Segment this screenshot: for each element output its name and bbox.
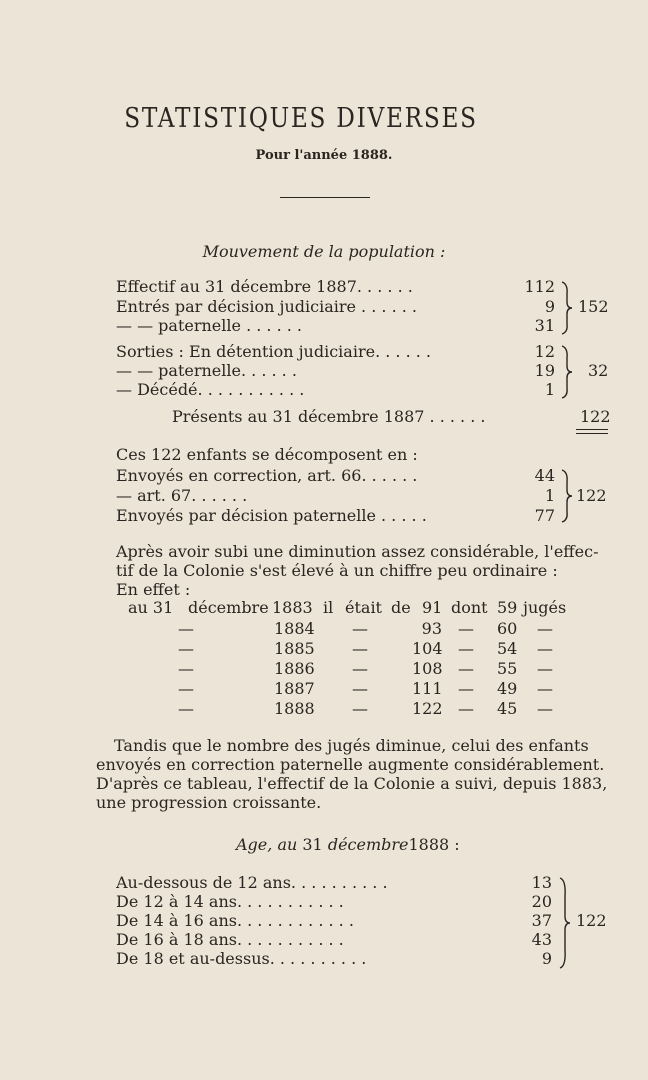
evolution-year: 1884 [274, 619, 315, 638]
decomposition-total: 122 [576, 486, 607, 505]
page-subtitle: Pour l'année 1888. [255, 148, 393, 163]
mouvement-heading: Mouvement de la population : [202, 242, 446, 261]
evolution-year: 1885 [274, 639, 315, 658]
evolution-cell: 59 [497, 598, 518, 617]
decomposition-entry-label: — art. 67. . . . . . [116, 486, 248, 505]
decomposition-entry-value: 44 [534, 466, 555, 485]
age-entry-label: De 12 à 14 ans. . . . . . . . . . . [116, 892, 344, 911]
evolution-row [0, 679, 648, 699]
evolution-dash: — [352, 659, 368, 678]
evolution-dash: — [458, 619, 474, 638]
brace-icon [560, 280, 574, 336]
evolution-dash: — [537, 659, 553, 678]
decomposition-intro: Ces 122 enfants se décomposent en : [116, 445, 418, 464]
evolution-dash: — [178, 619, 194, 638]
age-entry-label: De 16 à 18 ans. . . . . . . . . . . [116, 930, 344, 949]
mouvement-entry-label: Effectif au 31 décembre 1887. . . . . . [116, 277, 413, 296]
evolution-juges: 60 [497, 619, 518, 638]
evolution-dash: — [352, 619, 368, 638]
age-entry-value: 20 [531, 892, 552, 911]
sorties-entry-label: Sorties : En détention judiciaire. . . . . . [116, 342, 432, 361]
paragraph-line: D'après ce tableau, l'effectif de la Colonie a suivi, depuis 1883, [96, 774, 608, 793]
evolution-dash: — [537, 639, 553, 658]
evolution-dash: — [458, 659, 474, 678]
age-heading-part: décembre [327, 835, 409, 854]
evolution-total: 104 [412, 639, 443, 658]
evolution-dash: — [458, 639, 474, 658]
evolution-dash: — [458, 679, 474, 698]
title-divider [280, 197, 370, 198]
evolution-year: 1886 [274, 659, 315, 678]
decomposition-entry-label: Envoyés par décision paternelle . . . . . [116, 506, 427, 525]
evolution-total: 111 [412, 679, 443, 698]
evolution-cell: 1883 [272, 598, 313, 617]
evolution-juges: 54 [497, 639, 518, 658]
evolution-juges: 55 [497, 659, 518, 678]
age-entry-value: 37 [531, 911, 552, 930]
brace-icon [558, 876, 572, 970]
evolution-cell: il [323, 598, 334, 617]
age-heading-part: 1888 : [408, 835, 460, 854]
age-entry-value: 9 [541, 949, 552, 968]
evolution-first-row [0, 598, 648, 618]
paragraph-line: Après avoir subi une diminution assez considérable, l'effec- [116, 542, 599, 561]
evolution-dash: — [352, 679, 368, 698]
evolution-total: 93 [421, 619, 442, 638]
evolution-dash: — [352, 639, 368, 658]
presents-value: 122 [580, 407, 611, 426]
evolution-year: 1887 [274, 679, 315, 698]
evolution-row [0, 659, 648, 679]
page-title: STATISTIQUES DIVERSES [124, 103, 478, 134]
entries-total: 152 [578, 297, 609, 316]
evolution-dash: — [178, 679, 194, 698]
evolution-year: 1888 [274, 699, 315, 718]
evolution-total: 108 [412, 659, 443, 678]
sorties-entry-label: — — paternelle. . . . . . [116, 361, 297, 380]
evolution-dash: — [178, 639, 194, 658]
paragraph-line: envoyés en correction paternelle augmente considérablement. [96, 755, 605, 774]
age-entry-value: 43 [531, 930, 552, 949]
brace-icon [560, 468, 574, 524]
age-total: 122 [576, 911, 607, 930]
evolution-dash: — [537, 679, 553, 698]
mouvement-entry-value: 31 [534, 316, 555, 335]
sorties-entry-value: 1 [544, 380, 555, 399]
evolution-total: 122 [412, 699, 443, 718]
double-rule [576, 433, 608, 434]
sorties-entry-value: 12 [534, 342, 555, 361]
sorties-entry-label: — Décédé. . . . . . . . . . . [116, 380, 305, 399]
double-rule [576, 429, 608, 430]
mouvement-entry-value: 112 [524, 277, 555, 296]
age-entry-label: De 14 à 16 ans. . . . . . . . . . . . [116, 911, 354, 930]
evolution-row [0, 639, 648, 659]
decomposition-entry-value: 77 [534, 506, 555, 525]
evolution-cell: de [391, 598, 411, 617]
mouvement-entry-label: — — paternelle . . . . . . [116, 316, 303, 335]
evolution-row [0, 619, 648, 639]
sorties-entry-value: 19 [534, 361, 555, 380]
evolution-dash: — [352, 699, 368, 718]
paragraph-line: En effet : [116, 580, 191, 599]
evolution-dash: — [537, 619, 553, 638]
age-heading-part: Age, au [236, 835, 298, 854]
presents-label: Présents au 31 décembre 1887 . . . . . . [172, 407, 486, 426]
age-entry-label: Au-dessous de 12 ans. . . . . . . . . . [116, 873, 388, 892]
evolution-dash: — [178, 659, 194, 678]
paragraph-line: tif de la Colonie s'est élevé à un chiffre peu ordinaire : [116, 561, 558, 580]
age-entry-value: 13 [531, 873, 552, 892]
paragraph-line: une progression croissante. [96, 793, 322, 812]
age-heading-part: 31 [302, 835, 323, 854]
mouvement-entry-label: Entrés par décision judiciaire . . . . . . [116, 297, 417, 316]
evolution-cell: jugés [523, 598, 567, 617]
decomposition-entry-label: Envoyés en correction, art. 66. . . . . . [116, 466, 418, 485]
evolution-dash: — [537, 699, 553, 718]
decomposition-entry-value: 1 [544, 486, 555, 505]
evolution-juges: 45 [497, 699, 518, 718]
age-heading [236, 835, 460, 855]
evolution-cell: 91 [422, 598, 443, 617]
age-entry-label: De 18 et au-dessus. . . . . . . . . . [116, 949, 367, 968]
evolution-cell: au 31 [128, 598, 174, 617]
evolution-row [0, 699, 648, 719]
sorties-total: 32 [588, 361, 609, 380]
evolution-cell: dont [451, 598, 488, 617]
brace-icon [560, 344, 574, 400]
evolution-juges: 49 [497, 679, 518, 698]
evolution-cell: décembre [188, 598, 269, 617]
paragraph-line: Tandis que le nombre des jugés diminue, celui des enfants [114, 736, 589, 755]
mouvement-entry-value: 9 [544, 297, 555, 316]
evolution-dash: — [458, 699, 474, 718]
evolution-cell: était [345, 598, 382, 617]
evolution-dash: — [178, 699, 194, 718]
